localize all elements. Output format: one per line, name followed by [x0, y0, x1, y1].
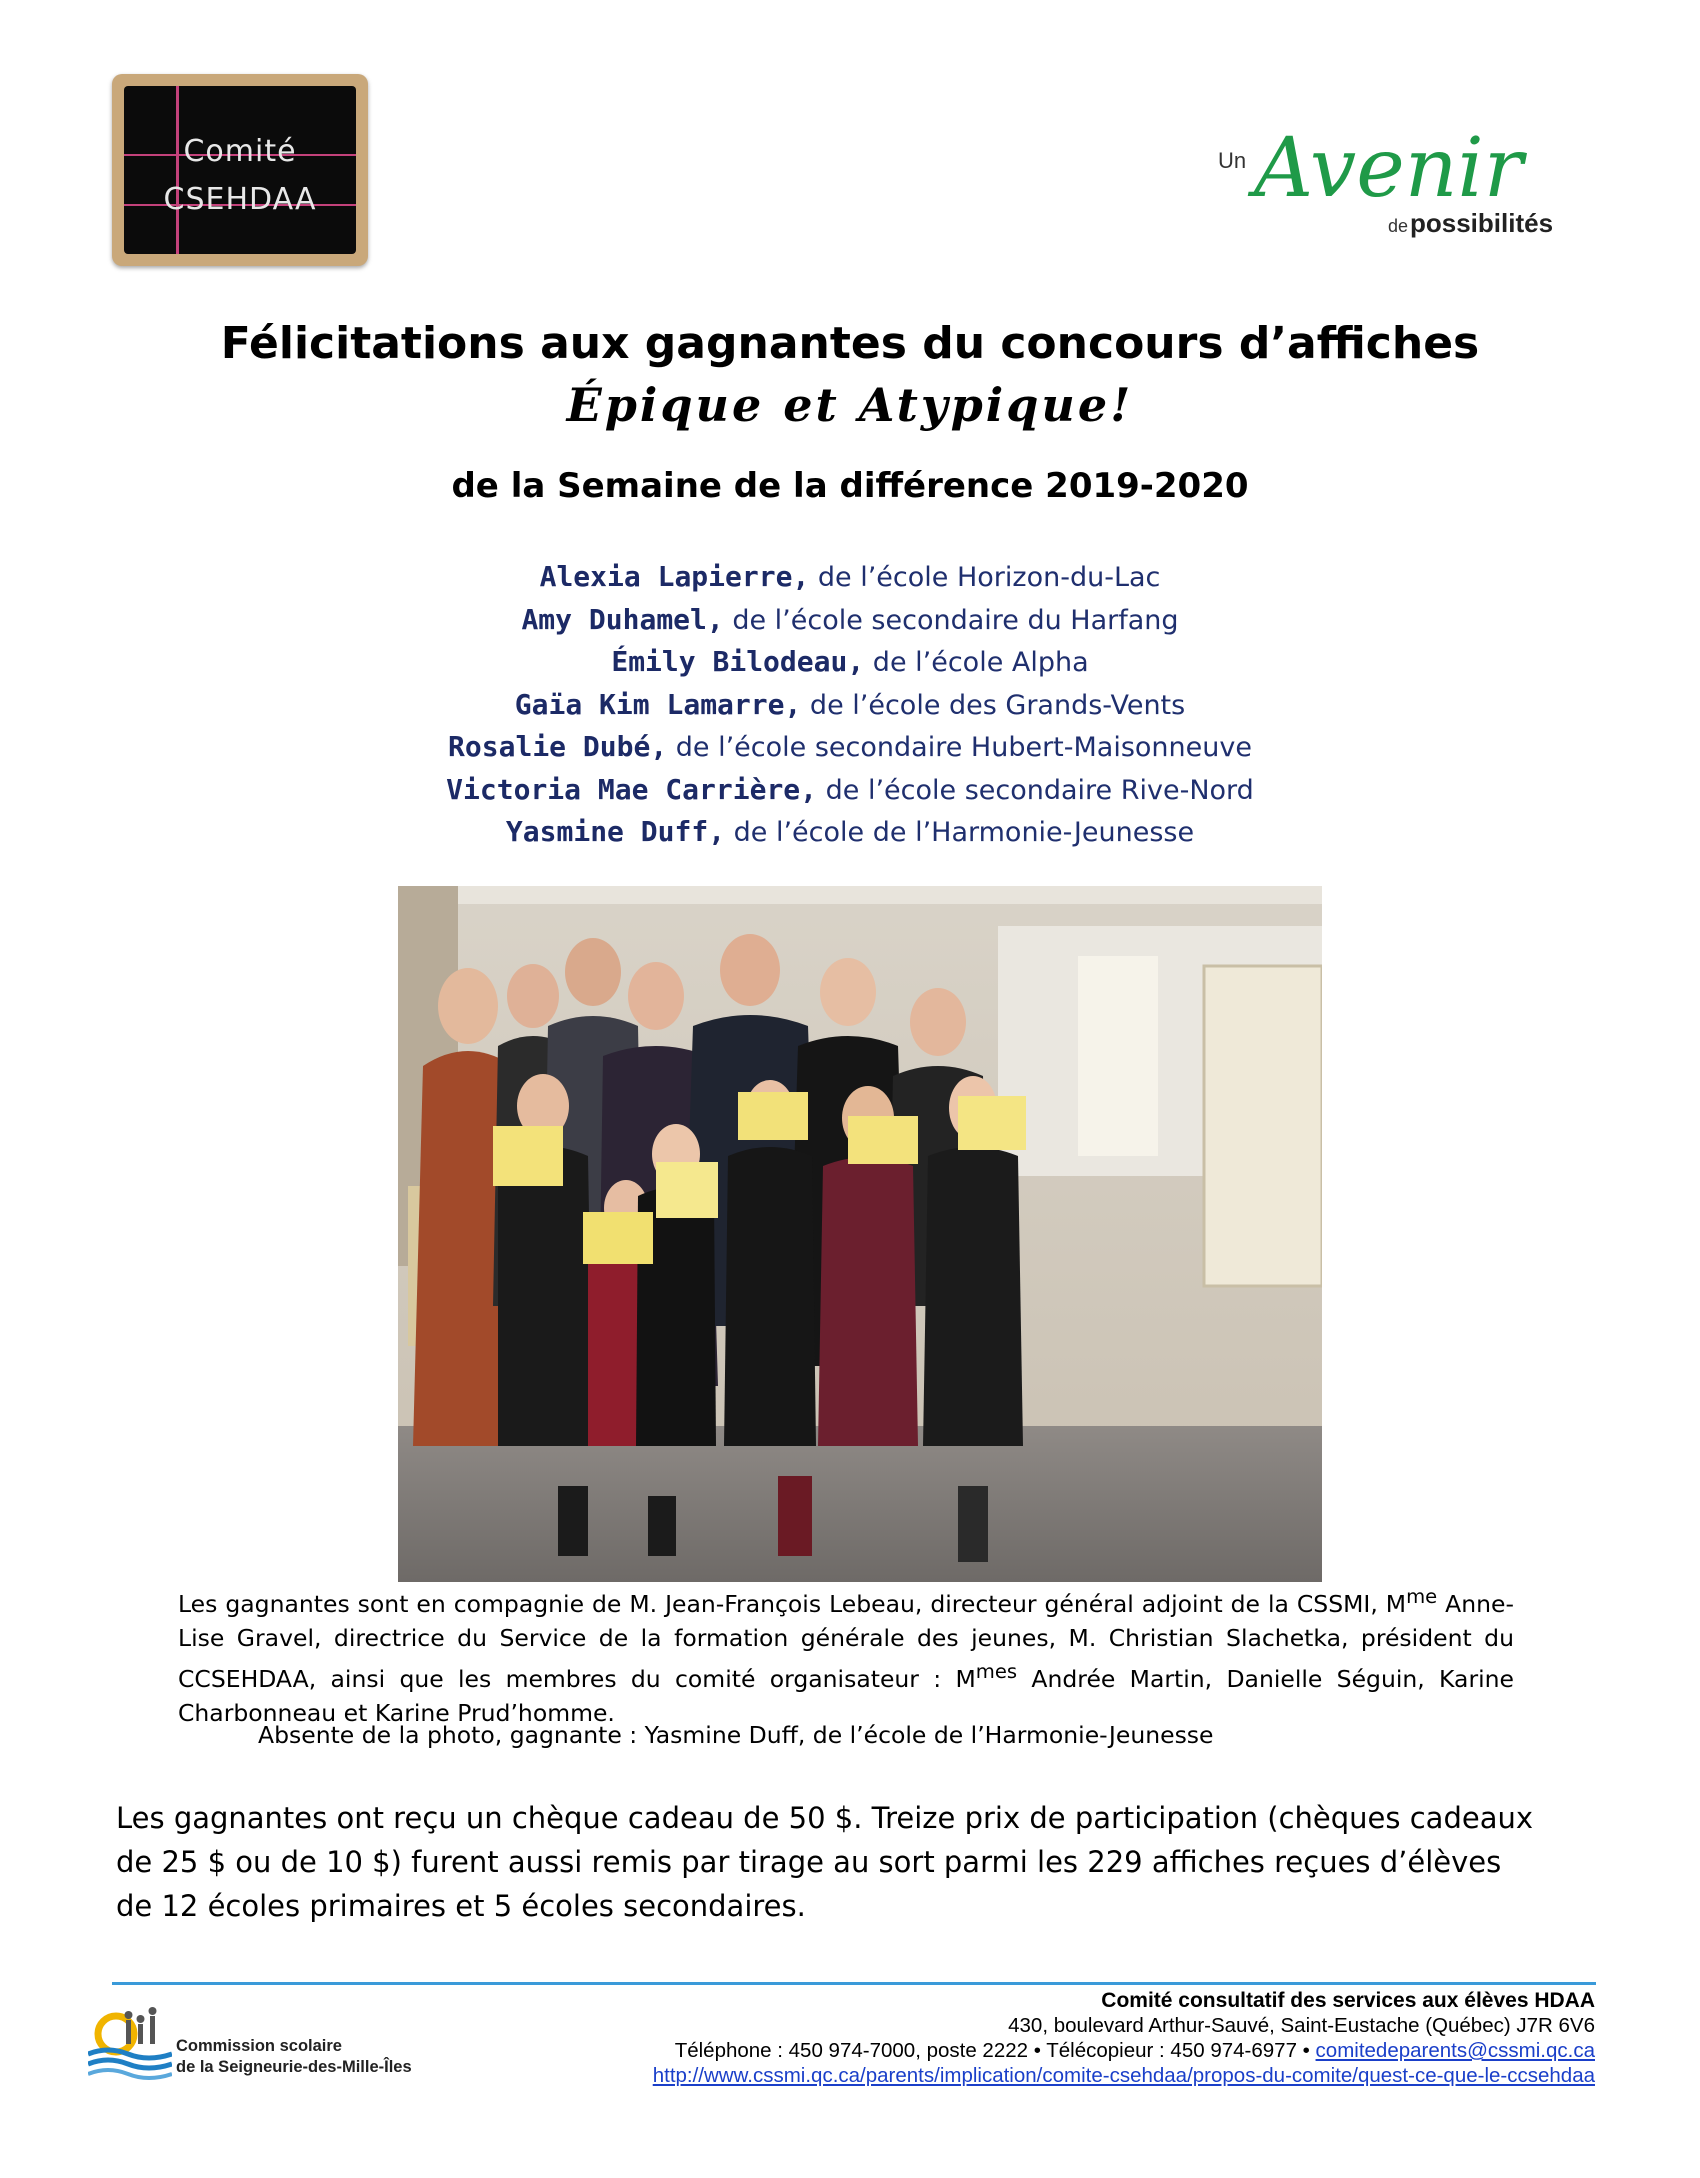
cssmi-line-1: Commission scolaire [176, 2037, 342, 2055]
winner-item [0, 599, 1700, 642]
winner-name: Victoria Mae Carrière, [446, 772, 818, 806]
winner-item [0, 769, 1700, 812]
cssmi-logo-icon [88, 2006, 172, 2084]
winner-item [0, 641, 1700, 684]
footer-phone-line [653, 2038, 1595, 2063]
prizes-paragraph: Les gagnantes ont reçu un chèque cadeau de 50 $. Treize prix de participation (chèques cadeaux de 25 $ ou de 10 $) furent aussi remis par tirage au sort parmi les 229 affiches reçues d’élèves de 12 écoles primaires et 5 écoles secondaires. [116, 1801, 1534, 1923]
footer-divider [112, 1982, 1596, 1985]
winner-school: de l’école Horizon-du-Lac [809, 562, 1161, 593]
caption-sup-1: me [1406, 1585, 1438, 1608]
footer-email-link[interactable]: comitedeparents@cssmi.qc.ca [1315, 2039, 1595, 2062]
winner-item [0, 811, 1700, 854]
footer-org: Comité consultatif des services aux élèves HDAA [1101, 1989, 1595, 2012]
page-title: Félicitations aux gagnantes du concours d’affiches [220, 318, 1480, 369]
chalkboard [124, 86, 356, 254]
winner-school: de l’école secondaire du Harfang [723, 604, 1179, 636]
cssmi-logo-text [176, 2036, 412, 2078]
avenir-de: de [1388, 216, 1409, 236]
winner-school: de l’école secondaire Rive-Nord [817, 774, 1254, 806]
caption-part-3: Andrée Martin, Danielle Séguin, Karine Charbonneau et Karine Prud’homme. [178, 1664, 1514, 1727]
footer-address: 430, boulevard Arthur-Sauvé, Saint-Eustache (Québec) J7R 6V6 [1008, 2014, 1595, 2037]
avenir-main: Avenir [1254, 121, 1523, 216]
absent-note: Absente de la photo, gagnante : Yasmine Duff, de l’école de l’Harmonie-Jeunesse [258, 1721, 1214, 1749]
winner-name: Rosalie Dubé, [448, 730, 668, 763]
footer-contact [653, 1988, 1595, 2088]
photo-caption [178, 1580, 1514, 1730]
winners-list [0, 556, 1700, 854]
caption-sup-2: mes [975, 1659, 1018, 1683]
winner-item [0, 684, 1700, 727]
caption-part-1: Les gagnantes sont en compagnie de M. Jean-François Lebeau, directeur général adjoint de la CSSMI, M [178, 1589, 1407, 1618]
cssmi-logo [88, 2006, 428, 2086]
avenir-rest: possibilités [1410, 208, 1554, 238]
winner-name: Amy Duhamel, [521, 602, 724, 636]
winner-item [0, 726, 1700, 769]
winner-name: Yasmine Duff, [505, 815, 726, 848]
logo-line-2: CSEHDAA [163, 182, 317, 217]
winner-name: Gaïa Kim Lamarre, [514, 687, 802, 721]
caption-part-2: Anne-Lise Gravel, directrice du Service de la formation générale des jeunes, M. Christian Slachetka, président du CCSEHDAA, ainsi que les membres du comité organisateur : M [178, 1589, 1514, 1693]
winner-school: de l’école des Grands-Vents [801, 689, 1186, 721]
cssmi-line-2: de la Seigneurie-des-Mille-Îles [176, 2058, 412, 2076]
winner-name: Alexia Lapierre, [539, 560, 810, 593]
contest-name: Épique et Atypique! [566, 378, 1134, 432]
winner-name: Émily Bilodeau, [611, 645, 865, 678]
comite-csehdaa-logo [112, 74, 368, 266]
event-subtitle: de la Semaine de la différence 2019-2020 [451, 466, 1249, 506]
winner-school: de l’école de l’Harmonie-Jeunesse [725, 817, 1195, 848]
logo-line-1: Comité [183, 134, 297, 169]
avenir-prefix: Un [1218, 148, 1247, 173]
winner-item [0, 556, 1700, 599]
winner-school: de l’école Alpha [864, 647, 1089, 678]
footer-url-link[interactable]: http://www.cssmi.qc.ca/parents/implication/comite-csehdaa/propos-du-comite/quest-ce-que-le-ccsehdaa [652, 2064, 1595, 2087]
avenir-logo [1218, 104, 1608, 254]
footer-phone: Téléphone : 450 974-7000, poste 2222 • Télécopieur : 450 974-6977 • [674, 2039, 1316, 2062]
winner-school: de l’école secondaire Hubert-Maisonneuve [667, 732, 1252, 763]
group-photo [398, 886, 1322, 1582]
